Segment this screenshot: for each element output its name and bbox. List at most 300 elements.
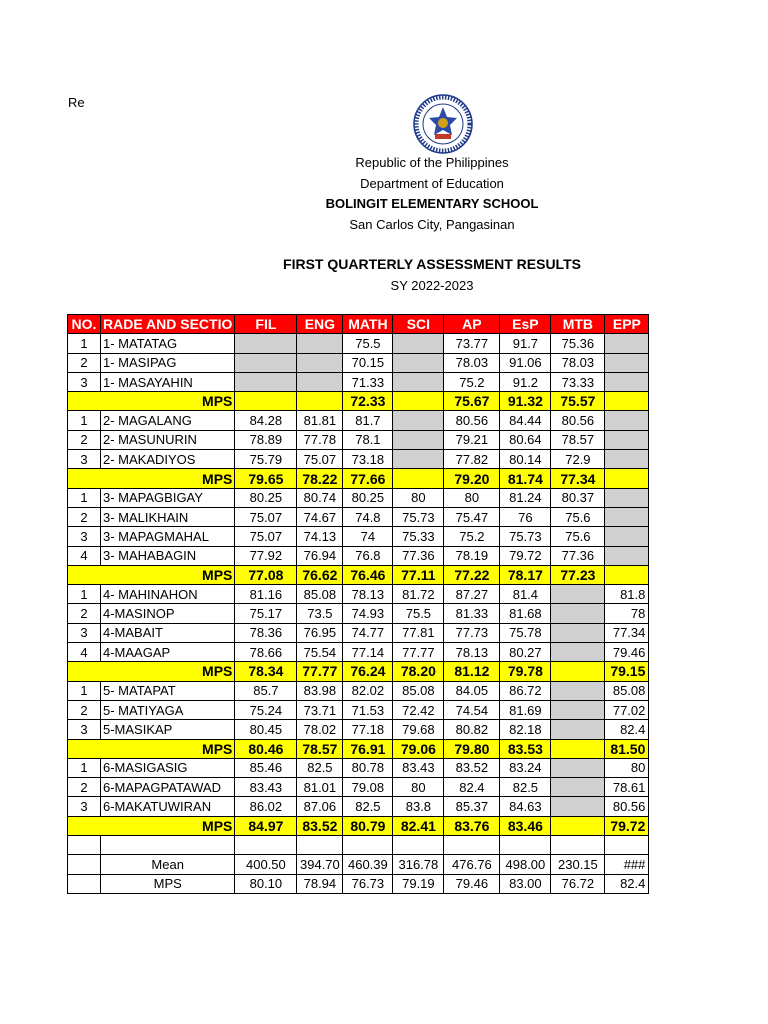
empty-cell — [101, 836, 235, 855]
empty-cell — [235, 836, 297, 855]
score-cell — [605, 353, 649, 372]
score-cell: 74.67 — [297, 507, 343, 526]
column-header: FIL — [235, 315, 297, 334]
score-cell: 80.14 — [500, 450, 551, 469]
score-cell — [605, 334, 649, 353]
mps-value: 82.41 — [393, 816, 444, 835]
score-cell: 72.42 — [393, 700, 444, 719]
score-cell: 80.74 — [297, 488, 343, 507]
table-row — [68, 411, 649, 430]
row-number: 2 — [68, 700, 101, 719]
section-name: 2- MAGALANG — [101, 411, 235, 430]
table-row — [68, 334, 649, 353]
mps-row — [68, 392, 649, 411]
score-cell — [235, 334, 297, 353]
score-cell: 74.54 — [444, 700, 500, 719]
score-cell: 82.4 — [605, 720, 649, 739]
score-cell: 78.03 — [444, 353, 500, 372]
row-number: 2 — [68, 430, 101, 449]
summary-row — [68, 855, 649, 874]
table-row — [68, 623, 649, 642]
table-row — [68, 546, 649, 565]
score-cell — [393, 430, 444, 449]
score-cell: 80 — [444, 488, 500, 507]
score-cell: 77.02 — [605, 700, 649, 719]
table-row — [68, 778, 649, 797]
mps-value: 77.77 — [297, 662, 343, 681]
table-row — [68, 643, 649, 662]
score-cell: 80 — [393, 488, 444, 507]
score-cell — [297, 353, 343, 372]
score-cell — [297, 334, 343, 353]
score-cell: 77.18 — [343, 720, 393, 739]
mps-value: 77.22 — [444, 565, 500, 584]
summary-label: MPS — [101, 874, 235, 893]
empty-cell — [68, 855, 101, 874]
section-name: 3- MAPAGMAHAL — [101, 527, 235, 546]
score-cell — [551, 604, 605, 623]
mps-value — [605, 469, 649, 488]
score-cell: 81.4 — [500, 585, 551, 604]
mps-value — [393, 469, 444, 488]
score-cell: 81.01 — [297, 778, 343, 797]
score-cell: 83.24 — [500, 758, 551, 777]
score-cell: 77.34 — [605, 623, 649, 642]
score-cell: 82.4 — [444, 778, 500, 797]
assessment-results-table — [67, 314, 649, 894]
score-cell: 74.93 — [343, 604, 393, 623]
score-cell — [605, 372, 649, 391]
score-cell: 85.08 — [393, 681, 444, 700]
score-cell: 74.8 — [343, 507, 393, 526]
row-number: 1 — [68, 758, 101, 777]
summary-value: 83.00 — [500, 874, 551, 893]
row-number: 1 — [68, 334, 101, 353]
score-cell: 75.78 — [500, 623, 551, 642]
summary-value: 80.10 — [235, 874, 297, 893]
score-cell — [393, 372, 444, 391]
row-number: 3 — [68, 623, 101, 642]
score-cell — [551, 681, 605, 700]
mps-value: 76.24 — [343, 662, 393, 681]
score-cell: 76 — [500, 507, 551, 526]
score-cell: 91.2 — [500, 372, 551, 391]
row-number: 2 — [68, 778, 101, 797]
score-cell — [551, 585, 605, 604]
score-cell: 83.43 — [235, 778, 297, 797]
score-cell: 82.02 — [343, 681, 393, 700]
score-cell — [235, 372, 297, 391]
score-cell: 73.5 — [297, 604, 343, 623]
row-number: 3 — [68, 720, 101, 739]
mps-value — [235, 392, 297, 411]
score-cell: 78.13 — [343, 585, 393, 604]
score-cell — [551, 797, 605, 816]
score-cell — [551, 643, 605, 662]
score-cell: 79.46 — [605, 643, 649, 662]
score-cell: 73.18 — [343, 450, 393, 469]
school-year: SY 2022-2023 — [390, 278, 474, 293]
column-header: NO. — [68, 315, 101, 334]
mps-value: 79.15 — [605, 662, 649, 681]
score-cell: 77.78 — [297, 430, 343, 449]
mps-value: 78.22 — [297, 469, 343, 488]
score-cell: 83.52 — [444, 758, 500, 777]
empty-cell — [444, 836, 500, 855]
mps-label: MPS — [68, 565, 235, 584]
score-cell: 81.69 — [500, 700, 551, 719]
column-header: ENG — [297, 315, 343, 334]
table-row — [68, 797, 649, 816]
section-name: 1- MASIPAG — [101, 353, 235, 372]
mps-value: 78.17 — [500, 565, 551, 584]
score-cell: 81.81 — [297, 411, 343, 430]
table-row — [68, 488, 649, 507]
mps-value: 75.67 — [444, 392, 500, 411]
score-cell: 91.7 — [500, 334, 551, 353]
score-cell: 83.8 — [393, 797, 444, 816]
header-republic: Republic of the Philippines — [355, 155, 509, 170]
table-body — [68, 334, 649, 894]
row-number: 3 — [68, 372, 101, 391]
row-number: 1 — [68, 411, 101, 430]
score-cell — [551, 700, 605, 719]
score-cell: 81.8 — [605, 585, 649, 604]
score-cell: 87.27 — [444, 585, 500, 604]
mps-value: 77.11 — [393, 565, 444, 584]
column-header: EsP — [500, 315, 551, 334]
report-title: FIRST QUARTERLY ASSESSMENT RESULTS — [283, 256, 581, 272]
table-row — [68, 372, 649, 391]
score-cell: 81.7 — [343, 411, 393, 430]
score-cell: 75.07 — [297, 450, 343, 469]
mps-value: 72.33 — [343, 392, 393, 411]
score-cell: 79.68 — [393, 720, 444, 739]
row-number: 3 — [68, 527, 101, 546]
score-cell: 84.44 — [500, 411, 551, 430]
score-cell: 81.24 — [500, 488, 551, 507]
score-cell: 75.54 — [297, 643, 343, 662]
mps-value: 79.80 — [444, 739, 500, 758]
score-cell: 81.16 — [235, 585, 297, 604]
score-cell: 77.82 — [444, 450, 500, 469]
score-cell: 77.14 — [343, 643, 393, 662]
score-cell: 78.19 — [444, 546, 500, 565]
table-row — [68, 507, 649, 526]
score-cell — [605, 430, 649, 449]
row-number: 2 — [68, 604, 101, 623]
section-name: 1- MASAYAHIN — [101, 372, 235, 391]
mps-value: 76.62 — [297, 565, 343, 584]
score-cell — [605, 488, 649, 507]
mps-value: 80.79 — [343, 816, 393, 835]
score-cell: 77.81 — [393, 623, 444, 642]
score-cell: 74 — [343, 527, 393, 546]
score-cell: 75.24 — [235, 700, 297, 719]
score-cell: 75.2 — [444, 372, 500, 391]
corner-text: Re — [68, 95, 85, 110]
score-cell — [605, 507, 649, 526]
mps-value: 79.72 — [605, 816, 649, 835]
header-department: Department of Education — [360, 176, 504, 191]
deped-seal-logo — [413, 94, 473, 154]
score-cell: 82.5 — [297, 758, 343, 777]
score-cell: 75.07 — [235, 527, 297, 546]
section-name: 1- MATATAG — [101, 334, 235, 353]
summary-value: 498.00 — [500, 855, 551, 874]
section-name: 5-MASIKAP — [101, 720, 235, 739]
column-header: AP — [444, 315, 500, 334]
score-cell: 75.73 — [500, 527, 551, 546]
row-number: 1 — [68, 681, 101, 700]
summary-value: 316.78 — [393, 855, 444, 874]
table-row — [68, 681, 649, 700]
summary-value: ### — [605, 855, 649, 874]
mps-value: 83.76 — [444, 816, 500, 835]
score-cell: 74.13 — [297, 527, 343, 546]
summary-value: 76.72 — [551, 874, 605, 893]
mps-value: 79.65 — [235, 469, 297, 488]
empty-cell — [605, 836, 649, 855]
mps-label: MPS — [68, 816, 235, 835]
table-row — [68, 353, 649, 372]
score-cell: 85.46 — [235, 758, 297, 777]
score-cell: 85.08 — [605, 681, 649, 700]
summary-value: 82.4 — [605, 874, 649, 893]
score-cell: 78.61 — [605, 778, 649, 797]
mps-value: 83.53 — [500, 739, 551, 758]
empty-cell — [68, 836, 101, 855]
score-cell: 80.56 — [551, 411, 605, 430]
row-number: 3 — [68, 797, 101, 816]
score-cell — [393, 411, 444, 430]
section-name: 6-MAPAGPATAWAD — [101, 778, 235, 797]
mps-value — [393, 392, 444, 411]
score-cell — [605, 450, 649, 469]
mps-value — [605, 392, 649, 411]
mps-value: 75.57 — [551, 392, 605, 411]
mps-value: 91.32 — [500, 392, 551, 411]
table-row — [68, 758, 649, 777]
score-cell: 82.18 — [500, 720, 551, 739]
summary-value: 76.73 — [343, 874, 393, 893]
score-cell: 82.5 — [500, 778, 551, 797]
score-cell: 77.73 — [444, 623, 500, 642]
score-cell: 81.33 — [444, 604, 500, 623]
summary-value: 476.76 — [444, 855, 500, 874]
score-cell: 77.36 — [393, 546, 444, 565]
section-name: 5- MATAPAT — [101, 681, 235, 700]
score-cell: 86.02 — [235, 797, 297, 816]
score-cell: 72.9 — [551, 450, 605, 469]
mps-value — [551, 739, 605, 758]
score-cell: 77.92 — [235, 546, 297, 565]
score-cell — [605, 527, 649, 546]
mps-value: 79.20 — [444, 469, 500, 488]
score-cell — [605, 411, 649, 430]
score-cell — [605, 546, 649, 565]
score-cell: 75.6 — [551, 507, 605, 526]
mps-value: 77.66 — [343, 469, 393, 488]
score-cell: 80.56 — [605, 797, 649, 816]
mps-row — [68, 816, 649, 835]
mps-label: MPS — [68, 739, 235, 758]
mps-row — [68, 739, 649, 758]
score-cell: 80 — [393, 778, 444, 797]
mps-value: 78.20 — [393, 662, 444, 681]
row-number: 1 — [68, 488, 101, 507]
score-cell: 76.95 — [297, 623, 343, 642]
section-name: 2- MAKADIYOS — [101, 450, 235, 469]
score-cell: 79.08 — [343, 778, 393, 797]
mps-label: MPS — [68, 662, 235, 681]
table-row — [68, 604, 649, 623]
score-cell: 75.73 — [393, 507, 444, 526]
score-cell: 80.82 — [444, 720, 500, 739]
mps-value: 77.23 — [551, 565, 605, 584]
score-cell: 78.13 — [444, 643, 500, 662]
score-cell: 75.17 — [235, 604, 297, 623]
mps-row — [68, 565, 649, 584]
mps-value: 81.50 — [605, 739, 649, 758]
score-cell: 75.47 — [444, 507, 500, 526]
score-cell — [551, 778, 605, 797]
score-cell: 78.66 — [235, 643, 297, 662]
score-cell — [551, 720, 605, 739]
score-cell: 73.33 — [551, 372, 605, 391]
blank-row — [68, 836, 649, 855]
section-name: 6-MAKATUWIRAN — [101, 797, 235, 816]
score-cell: 75.33 — [393, 527, 444, 546]
score-cell: 91.06 — [500, 353, 551, 372]
row-number: 3 — [68, 450, 101, 469]
score-cell: 73.77 — [444, 334, 500, 353]
header-location: San Carlos City, Pangasinan — [349, 217, 515, 232]
score-cell — [393, 450, 444, 469]
summary-value: 230.15 — [551, 855, 605, 874]
score-cell: 77.77 — [393, 643, 444, 662]
empty-cell — [343, 836, 393, 855]
mps-value — [551, 662, 605, 681]
row-number: 2 — [68, 507, 101, 526]
score-cell: 75.6 — [551, 527, 605, 546]
table-row — [68, 720, 649, 739]
score-cell: 86.72 — [500, 681, 551, 700]
mps-value — [605, 565, 649, 584]
column-header: MTB — [551, 315, 605, 334]
score-cell: 78.02 — [297, 720, 343, 739]
score-cell: 81.68 — [500, 604, 551, 623]
section-name: 6-MASIGASIG — [101, 758, 235, 777]
row-number: 4 — [68, 643, 101, 662]
mps-value: 79.06 — [393, 739, 444, 758]
score-cell: 75.79 — [235, 450, 297, 469]
column-header: MATH — [343, 315, 393, 334]
score-cell: 75.5 — [343, 334, 393, 353]
score-cell: 87.06 — [297, 797, 343, 816]
empty-cell — [393, 836, 444, 855]
score-cell: 79.21 — [444, 430, 500, 449]
mps-value: 83.46 — [500, 816, 551, 835]
score-cell: 78.03 — [551, 353, 605, 372]
score-cell: 80.56 — [444, 411, 500, 430]
row-number: 1 — [68, 585, 101, 604]
score-cell — [393, 353, 444, 372]
score-cell: 80 — [605, 758, 649, 777]
score-cell — [551, 758, 605, 777]
score-cell: 70.15 — [343, 353, 393, 372]
mps-value: 83.52 — [297, 816, 343, 835]
mps-value — [551, 816, 605, 835]
summary-value: 394.70 — [297, 855, 343, 874]
score-cell: 78.1 — [343, 430, 393, 449]
row-number: 2 — [68, 353, 101, 372]
score-cell — [297, 372, 343, 391]
score-cell: 85.08 — [297, 585, 343, 604]
header-school-name: BOLINGIT ELEMENTARY SCHOOL — [325, 196, 539, 211]
score-cell: 71.33 — [343, 372, 393, 391]
score-cell: 80.25 — [343, 488, 393, 507]
mps-value: 78.34 — [235, 662, 297, 681]
section-name: 2- MASUNURIN — [101, 430, 235, 449]
mps-value — [297, 392, 343, 411]
summary-value: 460.39 — [343, 855, 393, 874]
column-header: RADE AND SECTIO — [101, 315, 235, 334]
summary-value: 79.46 — [444, 874, 500, 893]
score-cell: 84.05 — [444, 681, 500, 700]
score-cell: 80.37 — [551, 488, 605, 507]
mps-value: 79.78 — [500, 662, 551, 681]
row-number: 4 — [68, 546, 101, 565]
mps-value: 77.08 — [235, 565, 297, 584]
table-header-row — [68, 315, 649, 334]
section-name: 4-MAAGAP — [101, 643, 235, 662]
score-cell: 80.45 — [235, 720, 297, 739]
table-row — [68, 527, 649, 546]
mps-value: 81.74 — [500, 469, 551, 488]
score-cell: 73.71 — [297, 700, 343, 719]
summary-row — [68, 874, 649, 893]
score-cell: 80.25 — [235, 488, 297, 507]
score-cell: 74.77 — [343, 623, 393, 642]
score-cell: 71.53 — [343, 700, 393, 719]
score-cell: 78.36 — [235, 623, 297, 642]
section-name: 5- MATIYAGA — [101, 700, 235, 719]
score-cell — [393, 334, 444, 353]
score-cell — [551, 623, 605, 642]
empty-cell — [500, 836, 551, 855]
mps-row — [68, 662, 649, 681]
mps-value: 77.34 — [551, 469, 605, 488]
section-name: 4-MABAIT — [101, 623, 235, 642]
score-cell: 76.94 — [297, 546, 343, 565]
mps-row — [68, 469, 649, 488]
score-cell: 84.28 — [235, 411, 297, 430]
score-cell: 76.8 — [343, 546, 393, 565]
section-name: 4- MAHINAHON — [101, 585, 235, 604]
score-cell: 75.07 — [235, 507, 297, 526]
mps-value: 76.46 — [343, 565, 393, 584]
score-cell: 77.36 — [551, 546, 605, 565]
table-row — [68, 700, 649, 719]
mps-value: 78.57 — [297, 739, 343, 758]
score-cell: 78.57 — [551, 430, 605, 449]
mps-value: 81.12 — [444, 662, 500, 681]
score-cell — [235, 353, 297, 372]
table-row — [68, 450, 649, 469]
section-name: 3- MAHABAGIN — [101, 546, 235, 565]
score-cell: 82.5 — [343, 797, 393, 816]
